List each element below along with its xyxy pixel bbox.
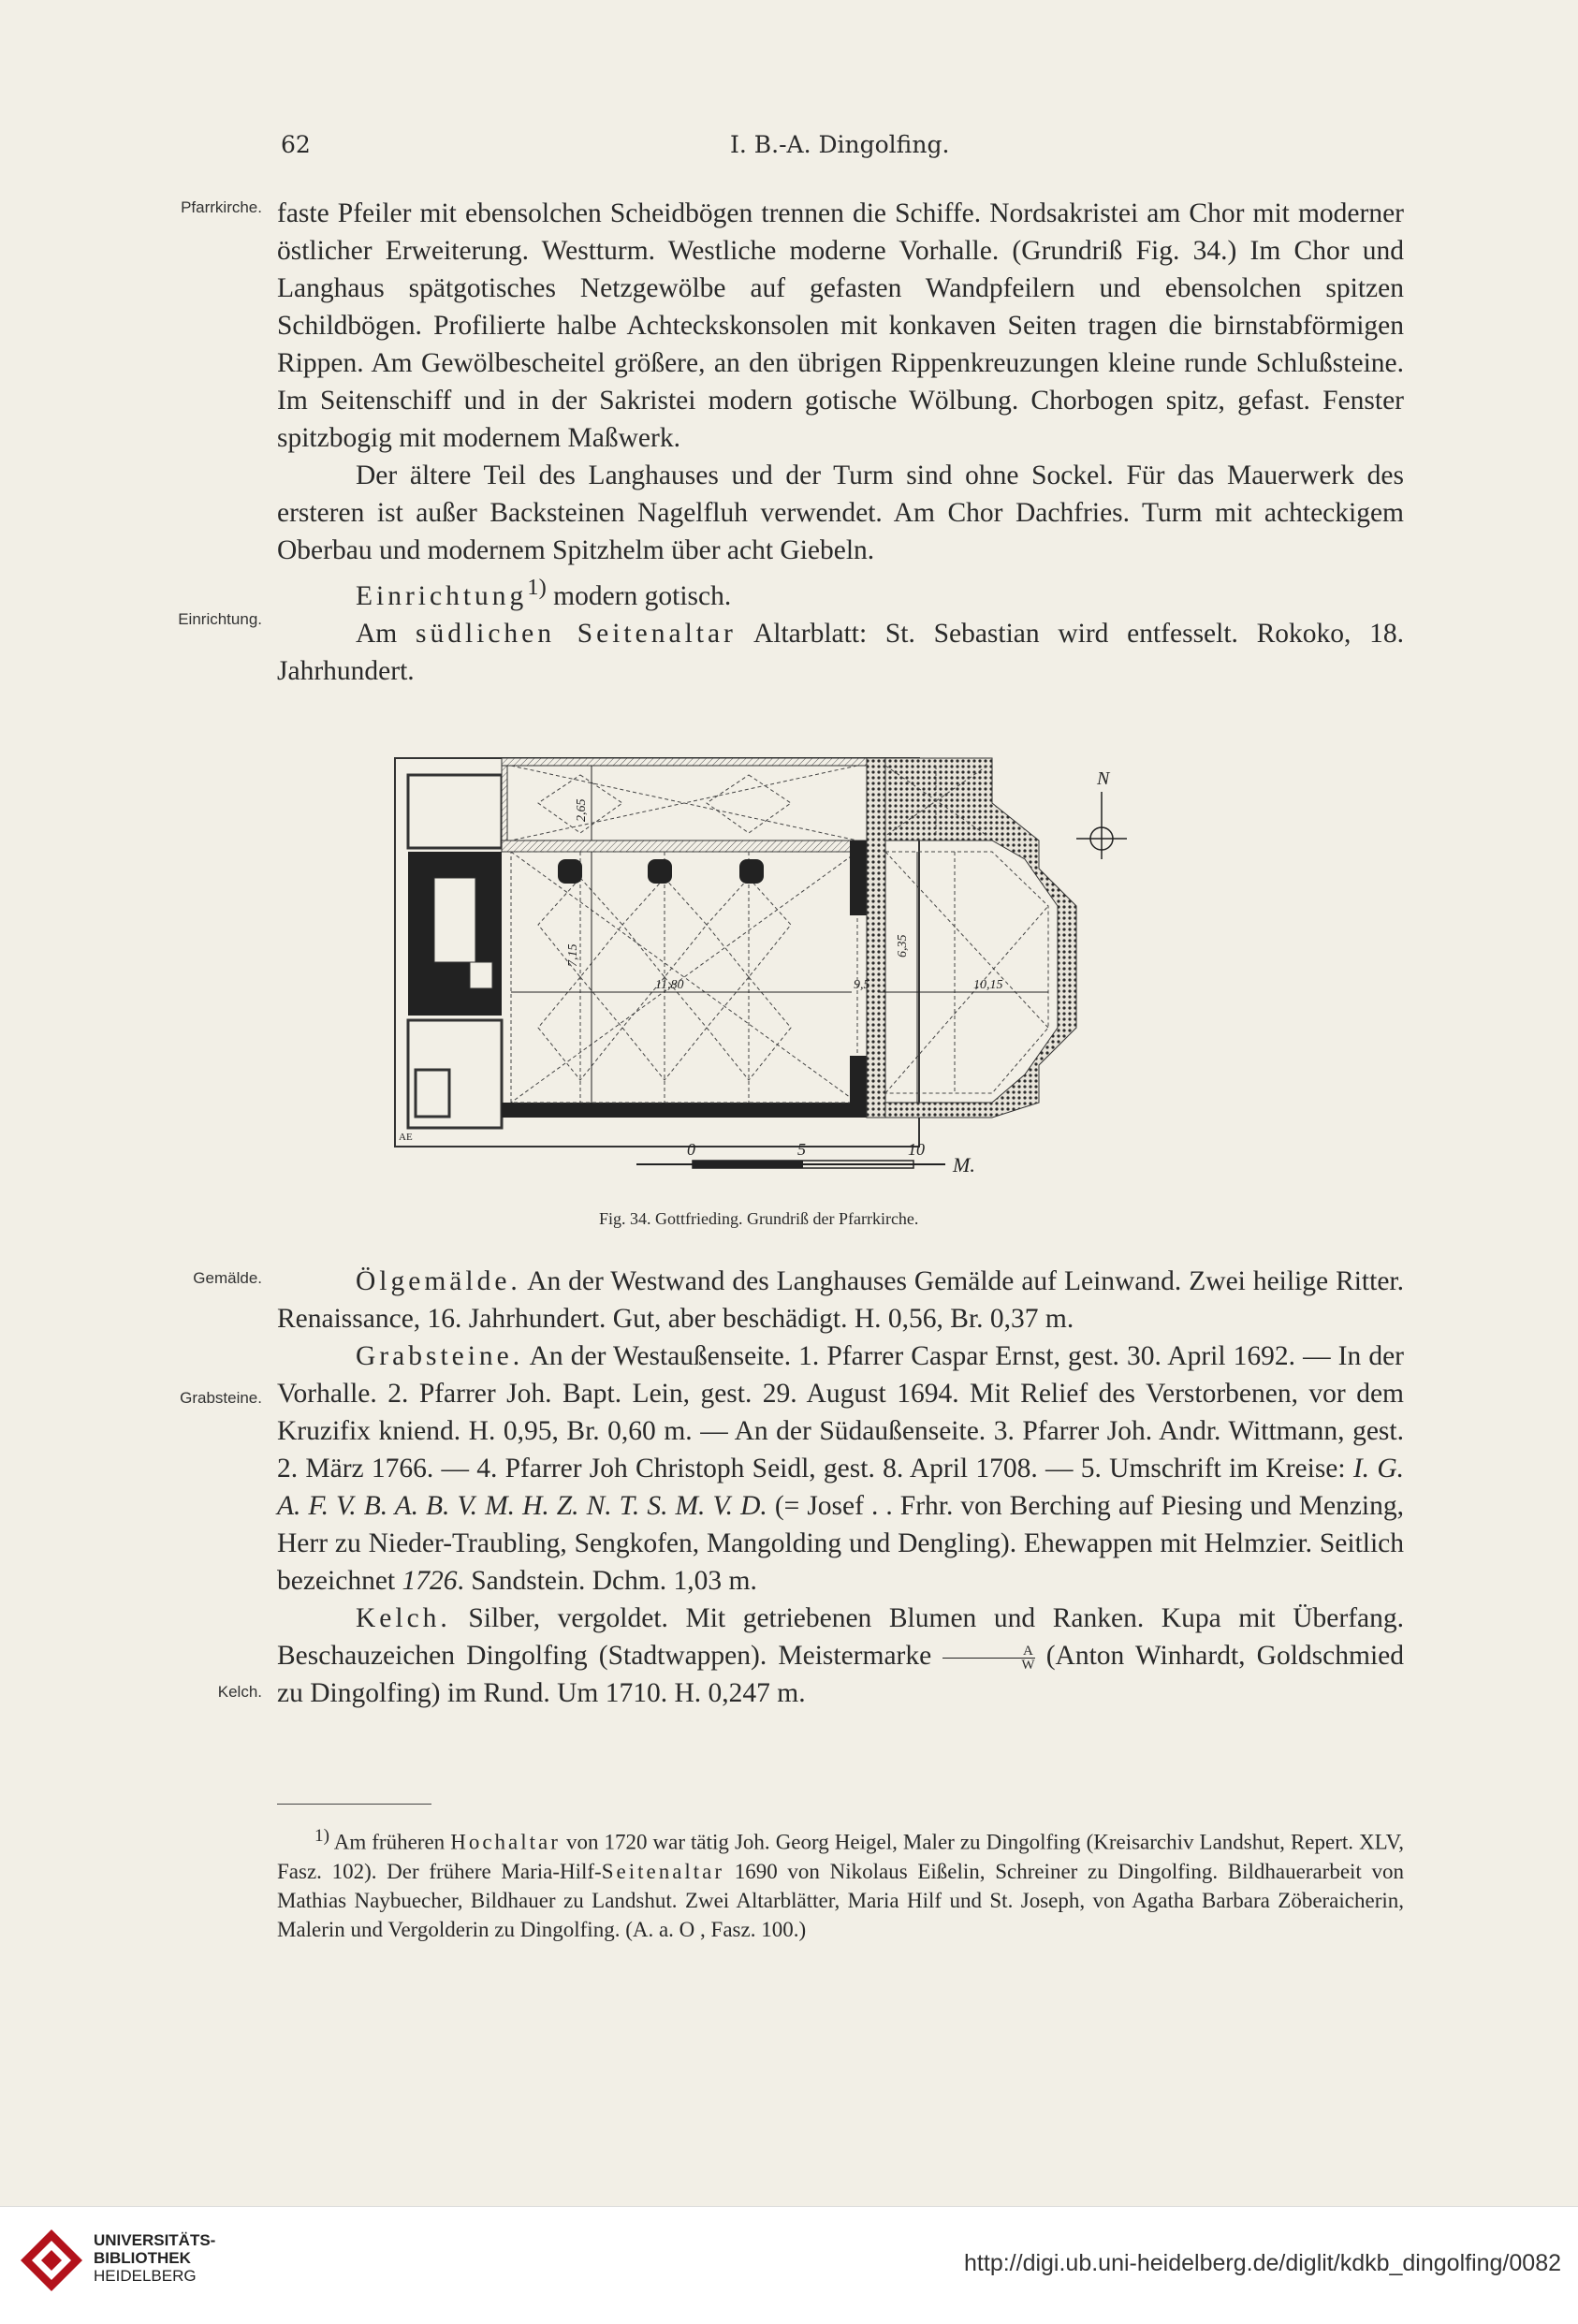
footnote-rule (277, 1804, 431, 1805)
meistermarke (942, 1644, 1034, 1672)
west-room-north (408, 775, 502, 848)
dim-label-chancel-length: 10,15 (973, 978, 1003, 992)
nave-north-wall (502, 840, 867, 852)
pier-1 (558, 859, 582, 884)
mark-bottom: W (1021, 1657, 1035, 1673)
text-block-top (277, 195, 1404, 690)
dim-label-nave-length: 11,80 (655, 978, 684, 992)
margin-note-grabsteine: Grabsteine. (180, 1389, 262, 1407)
mark-top: A (942, 1644, 1034, 1659)
footnote-text-b: von 1720 war tätig Joh. Georg Heigel, Maler zu Dingolfing (Kreisarchiv Landshut, Repert. XLV, Fasz. 102). Der frühere Maria-Hilf- (277, 1830, 1404, 1883)
library-line-3: HEIDELBERG (94, 2267, 197, 2285)
paragraph-4-text: Altarblatt: St. Sebastian wird entfesselt. Rokoko, 18. Jahrhundert. (277, 618, 1404, 686)
lead-kelch: Kelch. (356, 1603, 451, 1633)
north-arrow-icon (1076, 768, 1127, 859)
library-logo-icon (19, 2228, 84, 2293)
library-name (94, 2231, 215, 2285)
footnote (277, 1821, 1404, 1944)
dim-label-nave-width: 7,15 (566, 943, 580, 967)
kelch-text-b: (Anton Winhardt, Goldschmied zu Dingolfing) im Rund. Um 1710. H. 0,247 m. (277, 1641, 1404, 1708)
grabsteine-text-a: An der Westaußenseite. 1. Pfarrer Caspar Ernst, gest. 30. April 1692. — In der Vorhalle. 2. Pfarrer Joh. Bapt. Lein, gest. 29. August 1694. Mit Relief des Verstorbenen, vor dem Kruzifix kniend. H. 0,95, Br. 0,60 m. — An der Südaußenseite. 3. Pfarrer Joh. Andr. Wittmann, gest. 2. März 1766. — 4. Pfarrer Joh Christoph Seidl, gest. 8. April 1708. — 5. Umschrift im Kreise: (277, 1341, 1404, 1484)
north-label: N (1097, 768, 1110, 789)
running-title: I. B.-A. Dingolfing. (730, 131, 950, 158)
source-url-link[interactable]: http://digi.ub.uni-heidelberg.de/diglit/kdkb_dingolfing/0082 (964, 2250, 1561, 2276)
figure-caption: Fig. 34. Gottfrieding. Grundriß der Pfarrkirche. (599, 1209, 919, 1228)
floor-plan-figure (393, 747, 1142, 1159)
scale-label-5: 5 (797, 1142, 806, 1159)
margin-note-kelch: Kelch. (217, 1683, 262, 1701)
paragraph-gemaelde (277, 1263, 1404, 1337)
footnote-text-a: Am früheren (329, 1830, 451, 1854)
kelch-text-a: Silber, vergoldet. Mit getriebenen Blumen und Ranken. Kupa mit Überfang. Beschauzeichen Dingolfing (Stadtwappen). Meistermarke (277, 1603, 1404, 1671)
nave-vault-ribs (511, 766, 857, 1103)
paragraph-2: Der ältere Teil des Langhauses und der Turm sind ohne Sockel. Für das Mauerwerk des ersteren ist außer Backsteinen Nagelfluh verwendet. Am Chor Dachfries. Turm mit achteckigem Oberbau und modernem Spitzhelm über acht Giebeln. (277, 460, 1404, 565)
paragraph-1: faste Pfeiler mit ebensolchen Scheidbögen trennen die Schiffe. Nordsakristei am Chor mit moderner östlicher Erweiterung. Westturm. Westliche moderne Vorhalle. (Grundriß Fig. 34.) Im Chor und Langhaus spätgotisches Netzgewölbe auf gefasten Wandpfeilern und ebensolchen spitzen Schildbögen. Profilierte halbe Achteckskonsolen mit konkaven Seiten tragen die birnstabförmigen Rippen. Am Gewölbescheitel größere, an den übrigen Rippenkreuzungen kleine runde Schlußsteine. Im Seitenschiff und in der Sakristei modern gotische Wölbung. Chorbogen spitz, gefast. Fenster spitzbogig mit modernem Maßwerk. (277, 198, 1404, 453)
grabsteine-text-c: . Sandstein. Dchm. 1,03 m. (457, 1566, 757, 1596)
paragraph-4-pre: Am (356, 618, 416, 649)
margin-note-gemaelde: Gemälde. (193, 1269, 262, 1287)
text-block-bottom (277, 1263, 1404, 1712)
paragraph-4 (277, 615, 1404, 690)
dim-label-arch: 9,5 (854, 978, 870, 992)
paragraph-3 (277, 569, 1404, 615)
margin-note-einrichtung: Einrichtung. (178, 610, 262, 628)
footnote-hochaltar: Hochaltar (450, 1830, 561, 1854)
footer-bar (0, 2206, 1578, 2324)
scale-unit: M. (953, 1153, 975, 1177)
margin-note-pfarrkirche: Pfarrkirche. (181, 198, 262, 216)
paragraph-3-text: modern gotisch. (546, 580, 732, 611)
dim-label-aisle-width: 2,65 (575, 798, 589, 822)
scale-label-10: 10 (908, 1142, 925, 1159)
footnote-seitenaltar: Seitenaltar (601, 1859, 725, 1883)
paragraph-kelch (277, 1600, 1404, 1712)
paragraph-grabsteine (277, 1337, 1404, 1600)
grabsteine-text-b: (= Josef . . Frhr. von Berching auf Piesing und Menzing, Herr zu Nieder-Traubling, Sengkofen, Mangolding und Dengling). Ehewappen mit Helmzier. Seitlich bezeichnet (277, 1491, 1404, 1596)
scale-label-0: 0 (687, 1142, 695, 1159)
grabsteine-date: 1726 (402, 1566, 458, 1596)
library-line-1: UNIVERSITÄTS- (94, 2231, 216, 2249)
footnote-text-c: 1690 von Nikolaus Eißelin, Schreiner zu Dingolfing. Bildhauerarbeit von Mathias Naybuecher, Bildhauer zu Landshut. Zwei Altarblätter, Maria Hilf und St. Joseph, von Agatha Barbara Zöberaicherin, Malerin und Vergolderin zu Dingolfing. (A. a. O , Fasz. 100.) (277, 1859, 1404, 1941)
dim-label-chancel-width: 6,35 (896, 934, 910, 957)
pier-3 (739, 859, 764, 884)
lead-grabsteine: Grabsteine. (356, 1341, 524, 1371)
lead-einrichtung: Einrichtung (356, 580, 528, 611)
corner-mark: AE (399, 1132, 413, 1143)
lead-seitenaltar: südlichen Seitenaltar (415, 618, 737, 649)
scale-bar (636, 1142, 1067, 1198)
lead-oelgemaelde: Ölgemälde. (356, 1266, 521, 1296)
grabsteine-inscription: I. G. A. F. V. B. A. B. V. M. H. Z. N. T. S. M. V. D. (277, 1454, 1404, 1521)
pier-2 (648, 859, 672, 884)
library-line-2: BIBLIOTHEK (94, 2249, 191, 2267)
page-number: 62 (281, 131, 311, 158)
footnote-ref: 1) (527, 575, 547, 600)
paragraph-gemaelde-text: An der Westwand des Langhauses Gemälde auf Leinwand. Zwei heilige Ritter. Renaissance, 16. Jahrhundert. Gut, aber beschädigt. H. 0,56, Br. 0,37 m. (277, 1266, 1404, 1334)
nave-south-wall (502, 1103, 867, 1118)
footnote-mark: 1) (314, 1826, 329, 1846)
